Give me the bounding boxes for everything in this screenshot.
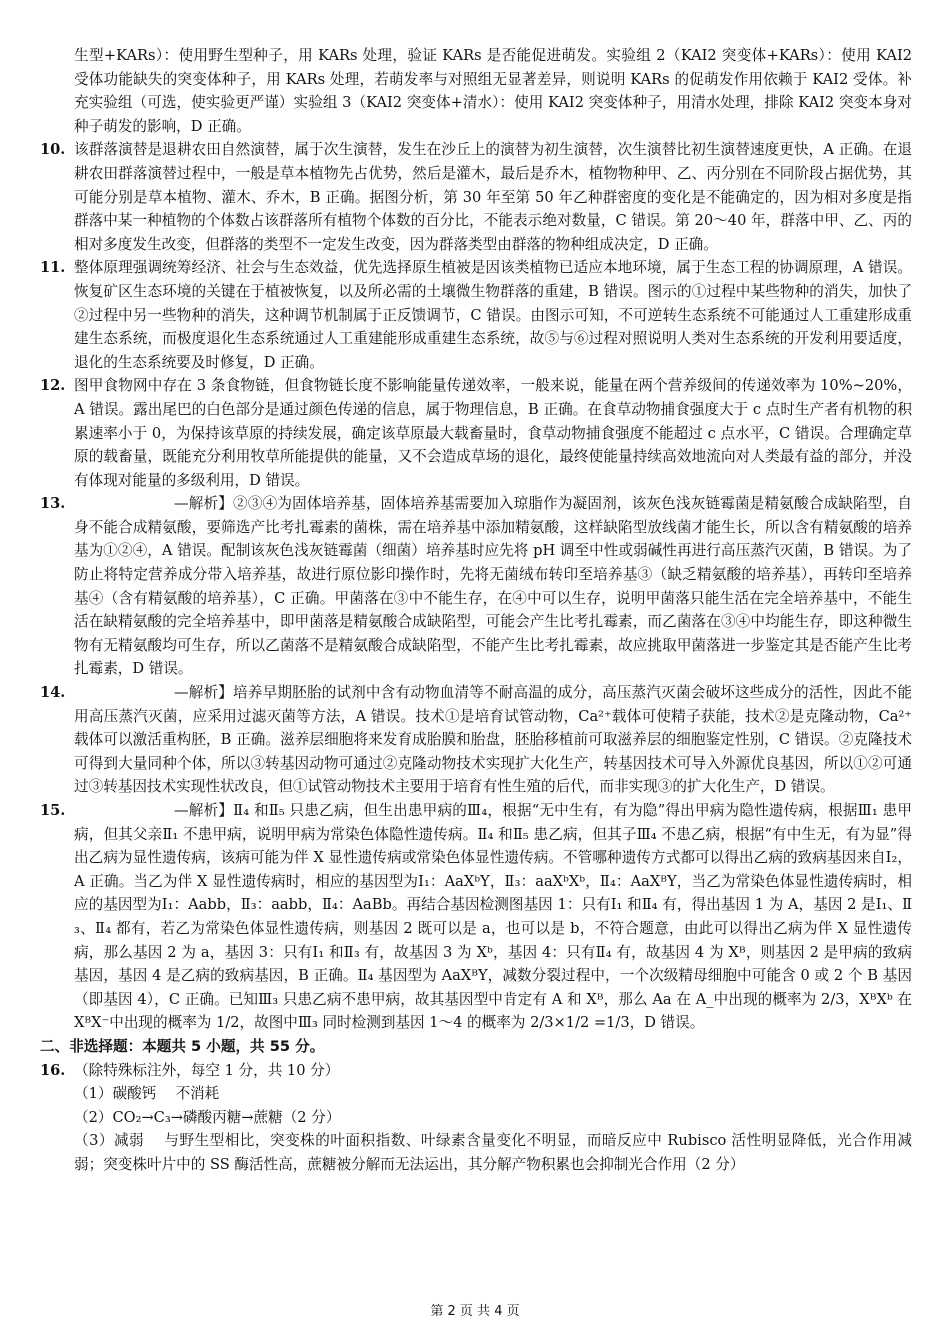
item-text: 图甲食物网中存在 3 条食物链，但食物链长度不影响能量传递效率，一般来说，能量在两个营养级间的传递效率为 10%~20%，A 错误。露出尾巴的白色部分是通过颜色传递的信息，属于物理信息，B 正确。在食草动物捕食强度大于 c 点时生产者有机物的积累速率小于 0，为保持该草原的持续发展，确定该草原最大载畜量时，食草动物捕食强度不能超过 c 点水平，C 错误。合理确定草原的载畜量，既能充分利用牧草所能提供的能量，又不会造成草场的退化，最终使能量持续高效地流向对人类最有益的部分，并没有体现对能量的多级利用，D 错误。 xyxy=(74,377,912,489)
answer-item-13 xyxy=(40,492,912,681)
answer-item-11 xyxy=(40,256,912,374)
sub-answer-2: （2）CO₂→C₃→磷酸丙糖→蔗糖（2 分） xyxy=(74,1108,341,1126)
item-text: —解析】②③④为固体培养基，固体培养基需要加入琼脂作为凝固剂，该灰色浅灰链霉菌是精氨酸合成缺陷型，自身不能合成精氨酸，要筛选产比考扎霉素的菌株，需在培养基中添加精氨酸，这样缺陷型放线菌才能生长，所以含有精氨酸的培养基为①②④，A 错误。配制该灰色浅灰链霉菌（细菌）培养基时应先将 pH 调至中性或弱碱性再进行高压蒸汽灭菌，B 错误。为了防止将特定营养成分带入培养基，故进行原位影印操作时，先将无菌绒布转印至培养基③（缺乏精氨酸的培养基），再转印至培养基④（含有精氨酸的培养基），C 正确。甲菌落在③中不能生存，在④中可以生存，说明甲菌落只能生活在完全培养基中，不能生活在缺精氨酸的完全培养基中，即甲菌落是精氨酸合成缺陷型，可能会产生比考扎霉素，而乙菌落在③④中均能生存，即这种微生物有无精氨酸均可生存，所以乙菌落不是精氨酸合成缺陷型，不能产生比考扎霉素，故应挑取甲菌落进一步鉴定其是否能产生比考扎霉素，D 错误。 xyxy=(74,495,912,678)
answer-item-12 xyxy=(40,374,912,492)
sub-answer-1: （1）碳酸钙 不消耗 xyxy=(74,1085,220,1103)
item-text: —解析】Ⅱ₄ 和Ⅱ₅ 只患乙病，但生出患甲病的Ⅲ₄，根据“无中生有，有为隐”得出甲病为隐性遗传病，根据Ⅲ₁ 患甲病，但其父亲Ⅱ₁ 不患甲病，说明甲病为常染色体隐性遗传病。Ⅱ₄ 和Ⅱ₅ 患乙病，但其子Ⅲ₄ 不患乙病，根据“有中生无，有为显”得出乙病为显性遗传病，该病可能为伴 X 显性遗传病或常染色体显性遗传病。不管哪种遗传方式都可以得出乙病的致病基因来自Ⅰ₂，A 正确。当乙为伴 X 显性遗传病时，相应的基因型为Ⅰ₁：AaXᵇY，Ⅱ₃：aaXᵇXᵇ，Ⅱ₄：AaXᴮY，当乙为常染色体显性遗传病时，相应的基因型为Ⅰ₁：Aabb，Ⅱ₃：aabb，Ⅱ₄：AaBb。再结合基因检测图基因 1：只有Ⅰ₁ 和Ⅱ₄ 有，得出基因 1 为 A，基因 2 是Ⅰ₁、Ⅱ₃、Ⅱ₄ 都有，若乙为常染色体显性遗传病，则基因 2 既可以是 a，也可以是 b，不符合题意，由此可以得出乙病为伴 X 显性遗传病，那么基因 2 为 a，基因 3：只有Ⅰ₁ 和Ⅱ₃ 有，故基因 3 为 Xᵇ，基因 4：只有Ⅱ₄ 有，故基因 4 为 Xᴮ，则基因 2 是甲病的致病基因，基因 4 是乙病的致病基因，B 正确。Ⅱ₄ 基因型为 AaXᴮY，减数分裂过程中，一个次级精母细胞中可能含 0 或 2 个 B 基因（即基因 4），C 正确。已知Ⅲ₃ 只患乙病不患甲病，故其基因型中肯定有 A 和 Xᴮ，那么 Aa 在 A_中出现的概率为 2/3，XᴮXᵇ 在 XᴮX⁻中出现的概率为 1/2，故图中Ⅲ₃ 同时检测到基因 1～4 的概率为 2/3×1/2 =1/3，D 错误。 xyxy=(74,802,912,1032)
item-number: 12. xyxy=(40,377,66,395)
item-number: 11. xyxy=(40,259,66,277)
answer-item-10 xyxy=(40,138,912,256)
answer-item-16 xyxy=(40,1059,912,1177)
item-text: —解析】培养早期胚胎的试剂中含有动物血清等不耐高温的成分，高压蒸汽灭菌会破坏这些成分的活性，因此不能用高压蒸汽灭菌，应采用过滤灭菌等方法，A 错误。技术①是培育试管动物，Ca²⁺载体可使精子获能，技术②是克隆动物，Ca²⁺载体可以激活重构胚，B 正确。滋养层细胞将来发育成胎膜和胎盘，胚胎移植前可取滋养层的细胞鉴定性别，C 错误。②克隆技术可得到大量同种个体，所以③转基因动物可通过②克隆动物技术实现扩大化生产，转基因技术可导入外源优良基因，所以①②可通过③转基因技术实现性状改良，但①试管动物技术主要用于培育有性生殖的后代，而非实现③的扩大化生产，D 错误。 xyxy=(74,684,912,796)
answer-item-15 xyxy=(40,799,912,1035)
intro-paragraph: 生型+KARs）：使用野生型种子，用 KARs 处理，验证 KARs 是否能促进萌发。实验组 2（KAI2 突变体+KARs）：使用 KAI2 受体功能缺失的突变体种子，用 KARs 处理，若萌发率与对照组无显著差异，则说明 KARs 的促萌发作用依赖于 KAI2 受体。补充实验组（可选，使实验更严谨）实验组 3（KAI2 突变体+清水）：使用 KAI2 突变体种子，用清水处理，排除 KAI2 突变本身对种子萌发的影响，D 正确。 xyxy=(74,47,912,135)
item-text: 整体原理强调统筹经济、社会与生态效益，优先选择原生植被是因该类植物已适应本地环境，属于生态工程的协调原理，A 错误。恢复矿区生态环境的关键在于植被恢复，以及所必需的土壤微生物群落的重建，B 错误。图示的①过程中某些物种的消失，加快了②过程中另一些物种的消失，这种调节机制属于正反馈调节，C 错误。由图示可知，不可逆转生态系统不可能通过人工重建形成重建生态系统，而极度退化生态系统通过人工重建能形成重建生态系统，故⑤与⑥过程对照说明人类对生态系统的开发利用要适度，退化的生态系统要及时修复，D 正确。 xyxy=(74,259,912,371)
answer-item-14 xyxy=(40,681,912,799)
item-head: （除特殊标注外，每空 1 分，共 10 分） xyxy=(74,1061,340,1079)
item-text: 该群落演替是退耕农田自然演替，属于次生演替，发生在沙丘上的演替为初生演替，次生演替比初生演替速度更快，A 正确。在退耕农田群落演替过程中，一般是草本植物先占优势，然后是灌木，最后是乔木，植物物种甲、乙、丙分别在不同阶段占据优势，其可能分别是草本植物、灌木、乔木，B 正确。据图分析，第 30 年至第 50 年乙种群密度的变化是不能确定的，因为相对多度是指群落中某一种植物的个体数占该群落所有植物个体数的百分比，不能表示绝对数量，C 错误。第 20～40 年，群落中甲、乙、丙的相对多度发生改变，但群落的类型不一定发生改变，因为群落类型由群落的物种组成决定，D 正确。 xyxy=(74,141,912,253)
page-footer: 第 2 页 共 4 页 xyxy=(430,1304,520,1319)
item-number: 14. xyxy=(40,684,66,702)
section-heading: 二、非选择题：本题共 5 小题，共 55 分。 xyxy=(40,1037,325,1055)
sub-answer-3: （3）减弱 与野生型相比，突变株的叶面积指数、叶绿素含量变化不明显，而暗反应中 Rubisco 活性明显降低，光合作用减弱；突变株叶片中的 SS 酶活性高，蔗糖被分解而无法运出，其分解产物积累也会抑制光合作用（2 分） xyxy=(74,1132,912,1173)
item-number: 15. xyxy=(40,802,66,819)
answer-body xyxy=(40,44,912,1177)
item-number: 16. xyxy=(40,1061,66,1079)
item-number: 13. xyxy=(40,495,66,513)
item-number: 10. xyxy=(40,141,66,159)
